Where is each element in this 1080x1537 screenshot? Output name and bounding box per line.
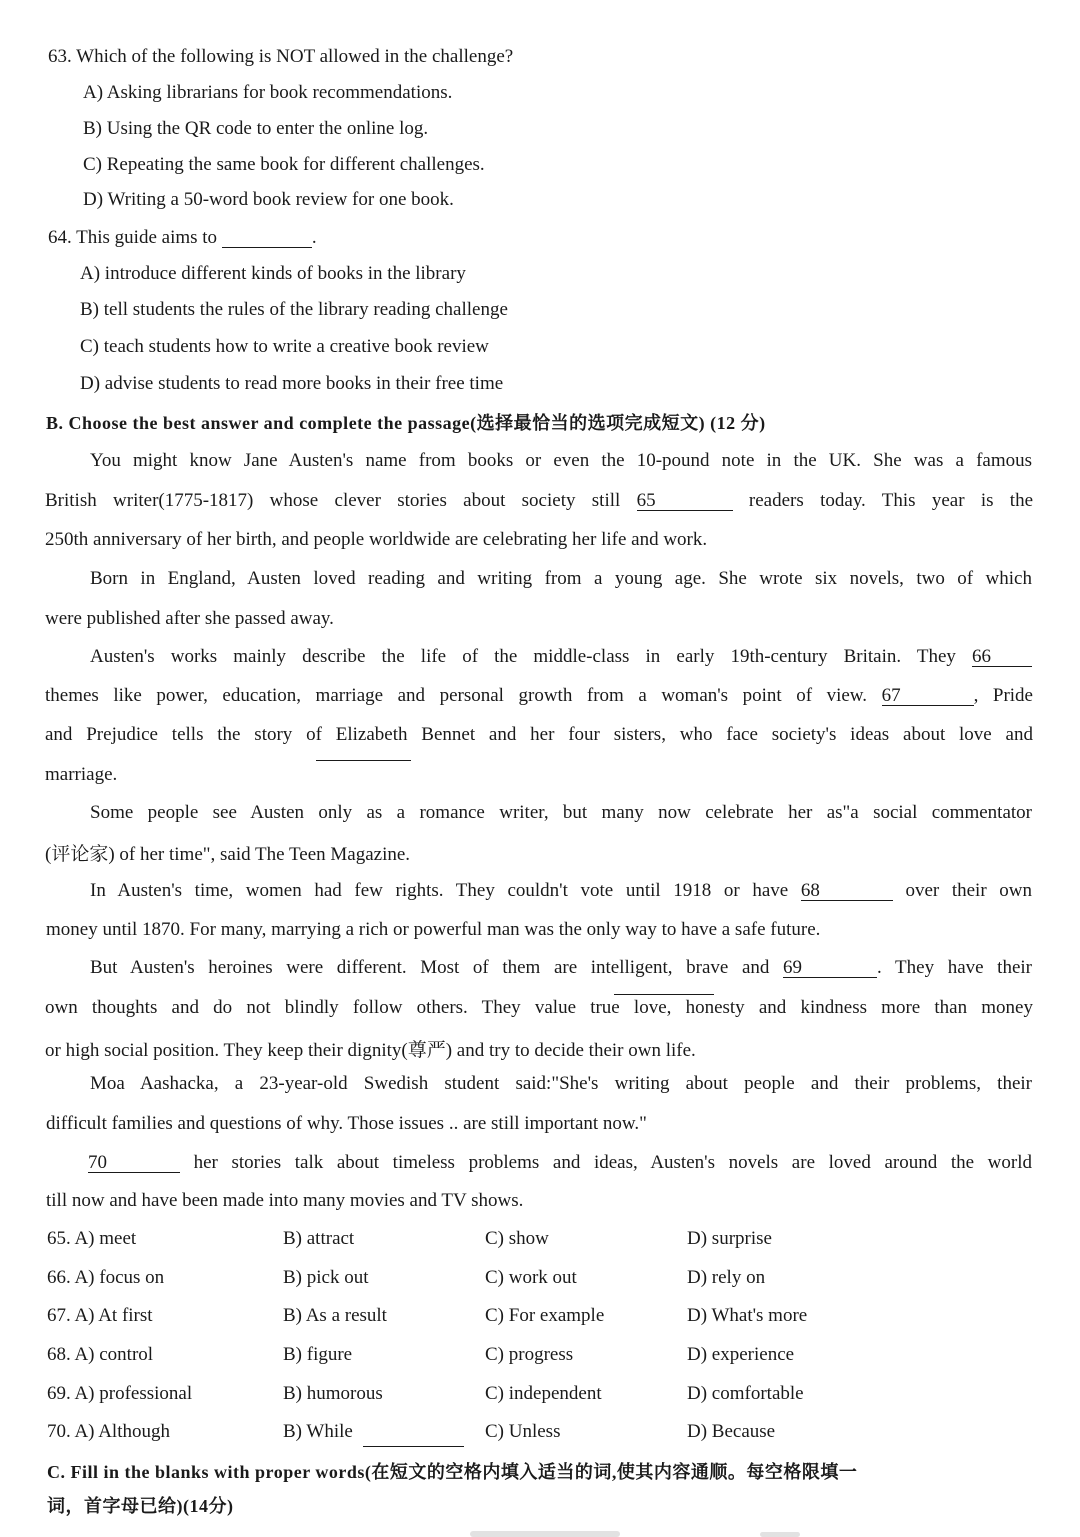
passage-text: Austen's works mainly describe the life of the middle-class in early 19th-century Britain. They <box>90 646 956 667</box>
choice-c: C) progress <box>485 1344 574 1365</box>
passage-p4-line1: Some people see Austen only as a romance writer, but many now celebrate her as"a social commentator <box>90 802 1032 823</box>
choice-d: D) Because <box>687 1421 776 1442</box>
passage-text: In Austen's time, women had few rights. They couldn't vote until 1918 or have <box>90 880 789 901</box>
choice-d: D) comfortable <box>687 1383 804 1404</box>
passage-p1-line3: 250th anniversary of her birth, and people worldwide are celebrating her life and work. <box>45 529 708 550</box>
question-63-option-c: C) Repeating the same book for different challenges. <box>83 154 485 175</box>
passage-text: over their own <box>905 880 1033 901</box>
passage-text: readers today. This year is the <box>748 490 1034 511</box>
answer-row-65 <box>47 1228 947 1254</box>
stray-underline <box>316 760 411 761</box>
passage-p1-line1: You might know Jane Austen's name from books or even the 10-pound note in the UK. She was a famous <box>90 450 1032 471</box>
blank-68: 68 <box>801 882 893 901</box>
choice-b: B) While <box>283 1421 353 1442</box>
choice-a: 69. A) professional <box>47 1383 193 1404</box>
question-63-option-a: A) Asking librarians for book recommendations. <box>83 82 453 103</box>
question-64-blank <box>222 229 312 248</box>
question-64-stem-end: . <box>311 227 317 248</box>
choice-b: B) humorous <box>283 1383 383 1404</box>
question-64-option-c: C) teach students how to write a creative book review <box>80 336 489 357</box>
cropped-text-fragment <box>760 1532 800 1537</box>
answer-row-67 <box>47 1305 947 1331</box>
choice-d: D) rely on <box>687 1267 766 1288</box>
choice-c: C) independent <box>485 1383 602 1404</box>
choice-c: C) work out <box>485 1267 577 1288</box>
choice-d: D) surprise <box>687 1228 772 1249</box>
passage-p3-line1 <box>90 646 1032 668</box>
passage-text: , Pride <box>973 685 1033 706</box>
question-64-option-b: B) tell students the rules of the library reading challenge <box>80 299 508 320</box>
choice-b: B) pick out <box>283 1267 369 1288</box>
passage-p2-line2: were published after she passed away. <box>45 608 334 629</box>
choice-a: 66. A) focus on <box>47 1267 165 1288</box>
question-63-option-b: B) Using the QR code to enter the online log. <box>83 118 429 139</box>
passage-text: But Austen's heroines were different. Most of them are intelligent, brave and <box>90 957 770 978</box>
passage-text: themes like power, education, marriage and personal growth from a woman's point of view. <box>45 685 868 706</box>
passage-p1-line2 <box>45 490 1033 512</box>
section-c-heading-line1: C. Fill in the blanks with proper words(在短文的空格内填入适当的词,使其内容通顺。每空格限填一 <box>47 1462 858 1482</box>
choice-b: B) attract <box>283 1228 355 1249</box>
passage-p3-line3: and Prejudice tells the story of Elizabeth Bennet and her four sisters, who face society's ideas about love and <box>45 724 1033 745</box>
choice-a: 68. A) control <box>47 1344 154 1365</box>
passage-p2-line1: Born in England, Austen loved reading and writing from a young age. She wrote six novels, two of which <box>90 568 1032 589</box>
choice-a: 67. A) At first <box>47 1305 153 1326</box>
blank-65: 65 <box>637 492 733 511</box>
passage-p4-line2: (评论家) of her time", said The Teen Magazine. <box>45 844 411 865</box>
passage-p5-line2: money until 1870. For many, marrying a rich or powerful man was the only way to have a safe future. <box>46 919 821 940</box>
blank-67: 67 <box>882 687 974 706</box>
choice-a: 70. A) Although <box>47 1421 170 1442</box>
question-63-option-d: D) Writing a 50-word book review for one book. <box>83 189 454 210</box>
question-64-option-a: A) introduce different kinds of books in the library <box>80 263 466 284</box>
passage-p7-line2: difficult families and questions of why. Those issues .. are still important now." <box>46 1113 647 1134</box>
blank-69: 69 <box>783 959 877 978</box>
answer-row-66 <box>47 1267 947 1293</box>
passage-p5-line1 <box>90 880 1032 902</box>
blank-66: 66 <box>972 648 1032 667</box>
question-63-stem: 63. Which of the following is NOT allowed in the challenge? <box>48 46 514 67</box>
choice-c: C) show <box>485 1228 549 1249</box>
choice-b: B) figure <box>283 1344 353 1365</box>
choice-c: C) Unless <box>485 1421 561 1442</box>
passage-text: . They have their <box>877 957 1033 978</box>
stray-underline <box>363 1446 464 1447</box>
passage-p3-line4: marriage. <box>45 764 118 785</box>
stray-underline <box>614 994 714 995</box>
passage-p8-line1 <box>88 1152 1032 1174</box>
question-64-option-d: D) advise students to read more books in their free time <box>80 373 504 394</box>
question-64-stem <box>48 227 317 249</box>
choice-a: 65. A) meet <box>47 1228 137 1249</box>
answer-row-70 <box>47 1421 947 1447</box>
section-c-heading-line2: 词，首字母已给)(14分) <box>47 1496 234 1516</box>
passage-p6-line1 <box>90 957 1032 979</box>
blank-70: 70 <box>88 1154 180 1173</box>
section-b-heading: B. Choose the best answer and complete the passage(选择最恰当的选项完成短文) (12 分) <box>46 413 766 433</box>
passage-p3-line2 <box>45 685 1033 707</box>
passage-p8-line2: till now and have been made into many movies and TV shows. <box>46 1190 524 1211</box>
answer-row-69 <box>47 1383 947 1409</box>
passage-p7-line1: Moa Aashacka, a 23-year-old Swedish student said:"She's writing about people and their problems, their <box>90 1073 1032 1094</box>
passage-p6-line3: or high social position. They keep their dignity(尊严) and try to decide their own life. <box>45 1040 696 1061</box>
choice-d: D) experience <box>687 1344 795 1365</box>
passage-text: British writer(1775-1817) whose clever stories about society still <box>45 490 621 511</box>
answer-row-68 <box>47 1344 947 1370</box>
choice-d: D) What's more <box>687 1305 808 1326</box>
passage-text: her stories talk about timeless problems and ideas, Austen's novels are loved around the world <box>193 1152 1032 1173</box>
passage-p6-line2: own thoughts and do not blindly follow others. They value true love, honesty and kindness more than money <box>45 997 1033 1018</box>
choice-c: C) For example <box>485 1305 605 1326</box>
question-64-stem-text: 64. This guide aims to <box>48 227 218 248</box>
choice-b: B) As a result <box>283 1305 387 1326</box>
cropped-text-fragment <box>470 1531 620 1537</box>
